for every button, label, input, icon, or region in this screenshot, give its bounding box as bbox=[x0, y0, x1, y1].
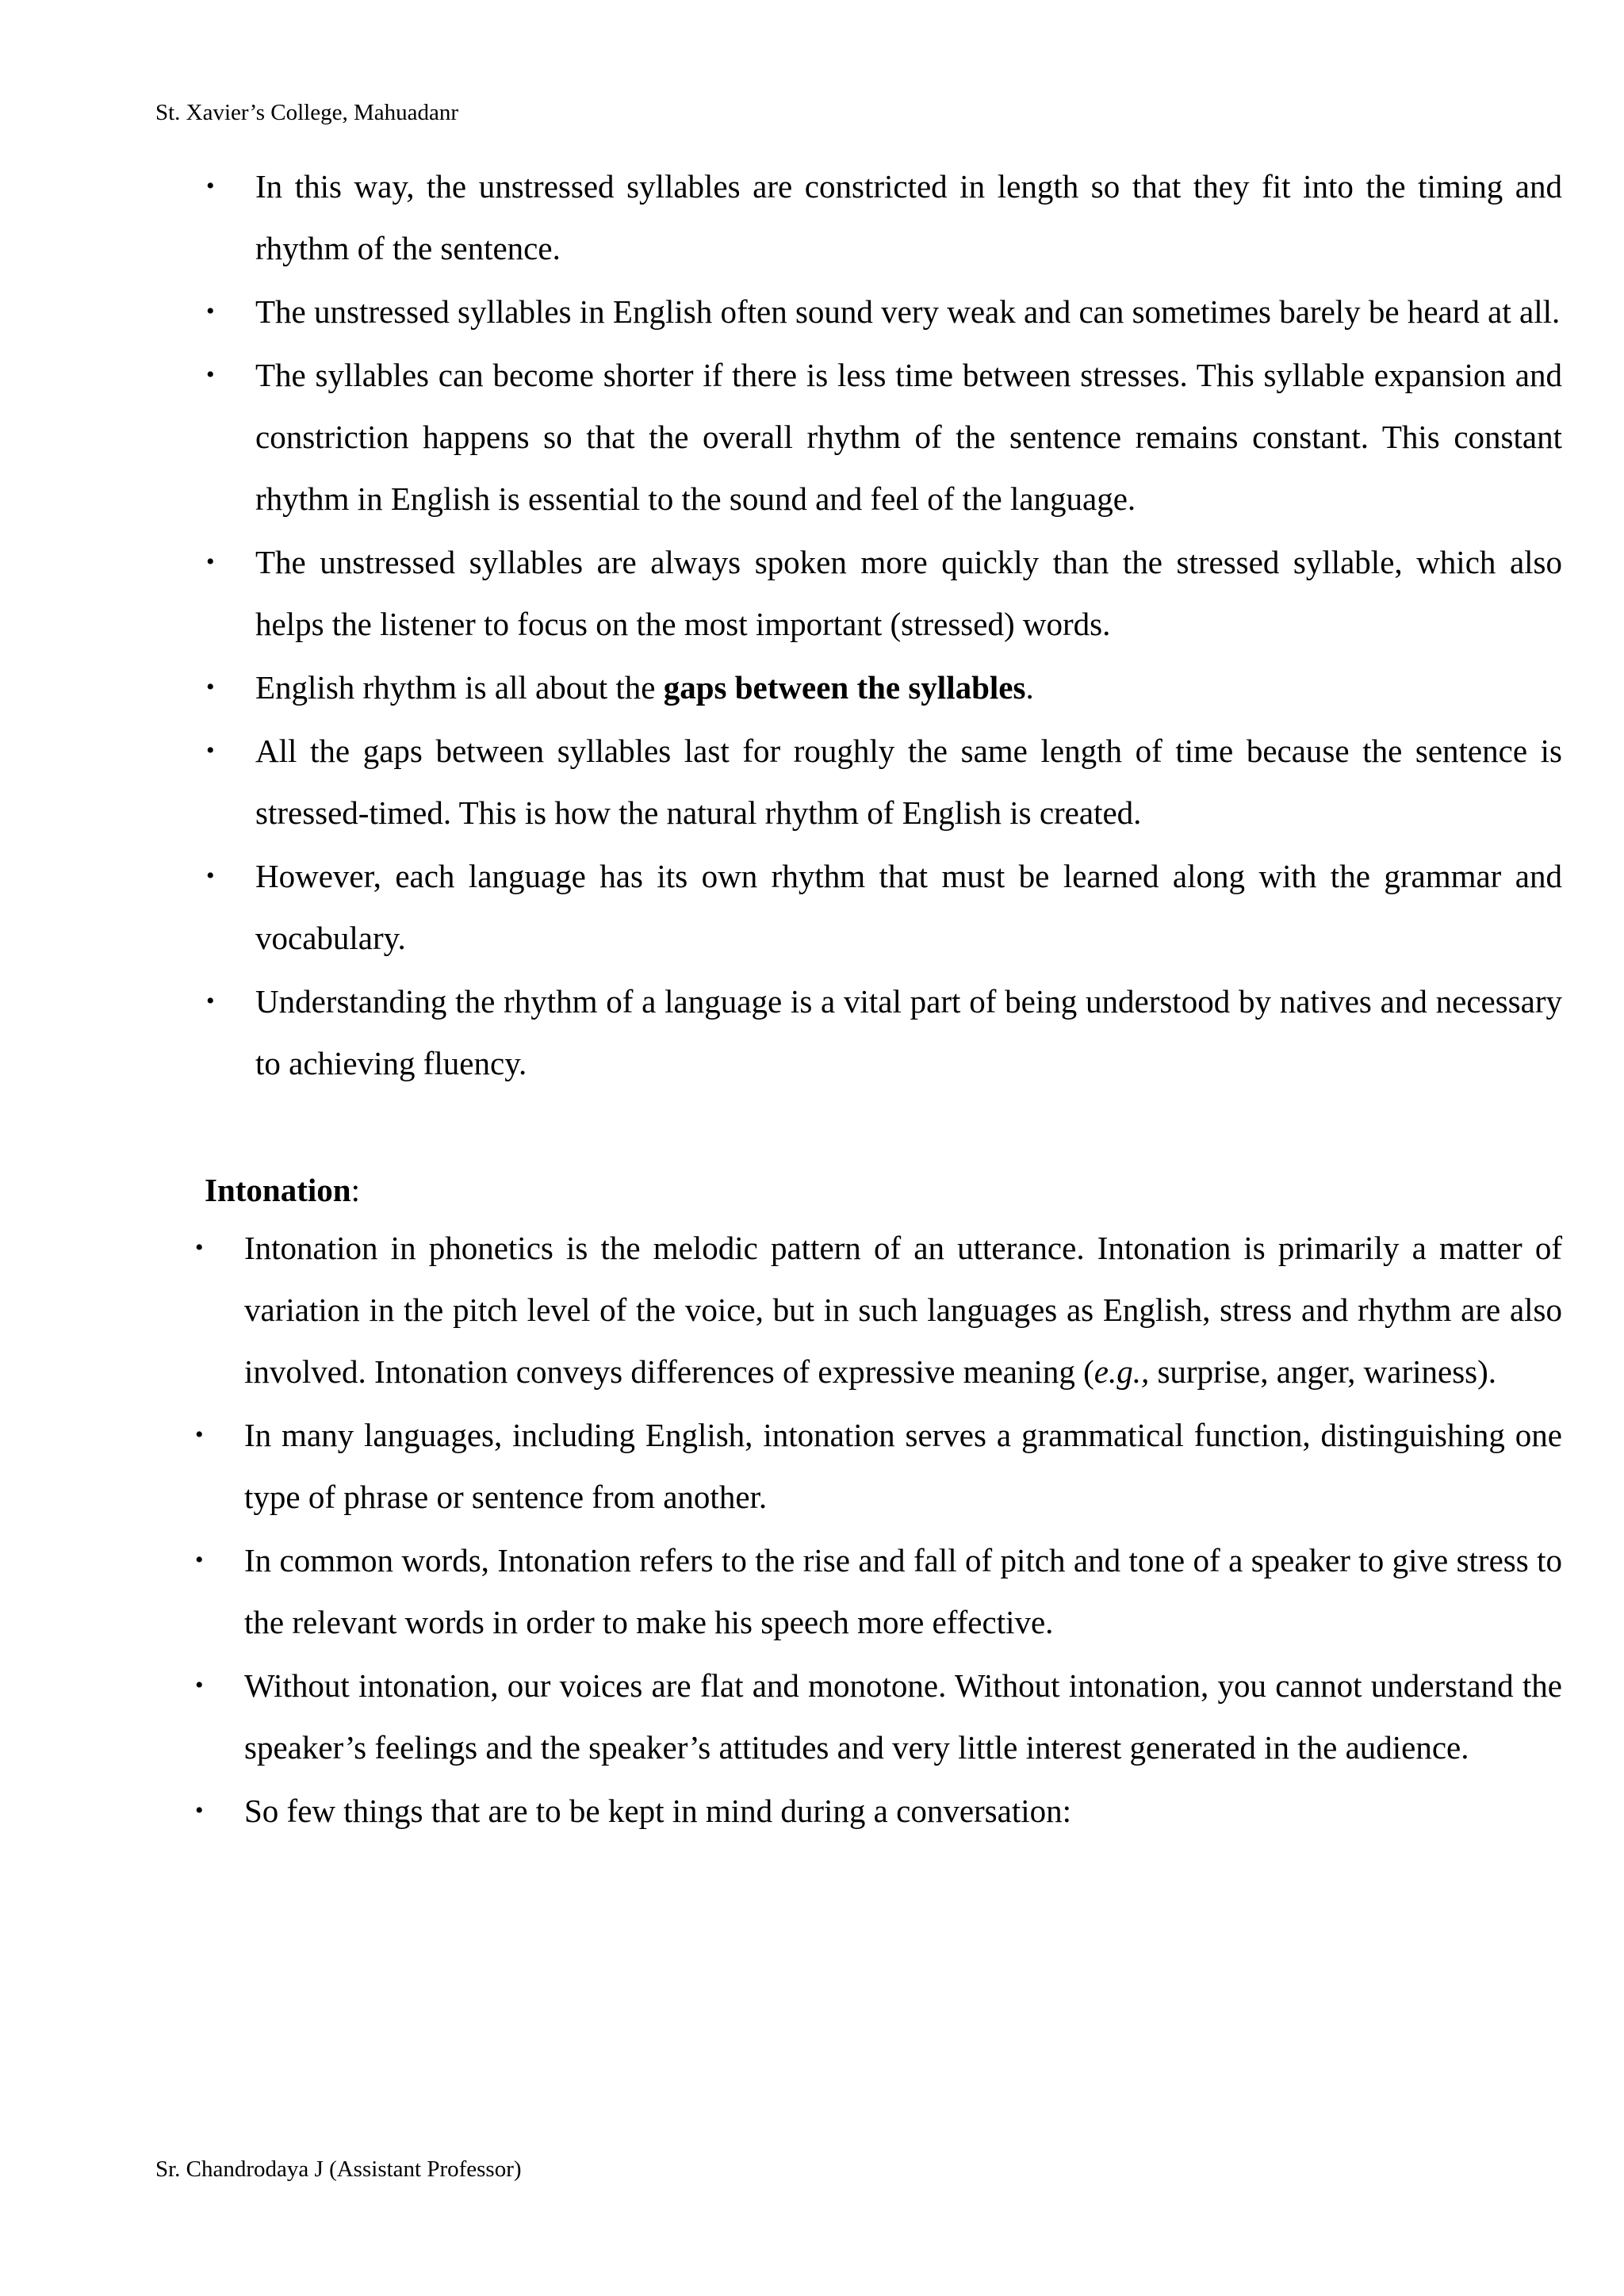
list-item-text-before: Intonation in phonetics is the melodic pattern of an utterance. Intonation is primarily a matter of variation in the pitch level of the voice, but in such languages as English, stress and rhythm are also involved. Intonation conveys differences of expressive meaning ( bbox=[244, 1230, 1562, 1390]
list-item bbox=[206, 344, 1562, 530]
list-item-text: The syllables can become shorter if there is less time between stresses. This syllable expansion and constriction happens so that the overall rhythm of the sentence remains constant. This constant rhythm in English is essential to the sound and feel of the language. bbox=[255, 357, 1562, 517]
list-item bbox=[206, 281, 1562, 342]
list-item-text-after: . bbox=[1025, 669, 1034, 706]
section-heading-colon: : bbox=[350, 1172, 360, 1208]
page-header: St. Xavier’s College, Mahuadanr bbox=[155, 100, 459, 125]
list-item-text: So few things that are to be kept in mind during a conversation: bbox=[244, 1793, 1071, 1829]
section-heading-text: Intonation bbox=[205, 1172, 351, 1208]
list-item bbox=[206, 720, 1562, 844]
bullet-icon: • bbox=[206, 173, 215, 199]
list-item-text: The unstressed syllables are always spoken more quickly than the stressed syllable, which also helps the listener to focus on the most important (stressed) words. bbox=[255, 544, 1562, 642]
bullet-icon: • bbox=[195, 1422, 204, 1448]
list-item-text: All the gaps between syllables last for roughly the same length of time because the sentence is stressed-timed. This is how the natural rhythm of English is created. bbox=[255, 733, 1562, 831]
list-item-text-bold: gaps between the syllables bbox=[663, 669, 1026, 706]
rhythm-bullet-list bbox=[206, 155, 1562, 1096]
list-item-text-before: English rhythm is all about the bbox=[255, 669, 664, 706]
intonation-bullet-list bbox=[195, 1217, 1562, 1843]
bullet-icon: • bbox=[206, 549, 215, 575]
section-heading-intonation bbox=[205, 1159, 360, 1221]
bullet-icon: • bbox=[195, 1547, 204, 1573]
list-item-text: However, each language has its own rhythm that must be learned along with the grammar and vocabulary. bbox=[255, 858, 1562, 956]
bullet-icon: • bbox=[206, 988, 215, 1014]
bullet-icon: • bbox=[206, 737, 215, 763]
bullet-icon: • bbox=[206, 674, 215, 700]
list-item-text: The unstressed syllables in English often sound very weak and can sometimes barely be heard at all. bbox=[255, 293, 1561, 330]
list-item-text: In many languages, including English, intonation serves a grammatical function, distinguishing one type of phrase or sentence from another. bbox=[244, 1417, 1562, 1515]
list-item bbox=[195, 1529, 1562, 1653]
list-item bbox=[195, 1217, 1562, 1402]
bullet-icon: • bbox=[195, 1672, 204, 1698]
bullet-icon: • bbox=[206, 298, 215, 324]
page-footer: Sr. Chandrodaya J (Assistant Professor) bbox=[155, 2156, 522, 2182]
list-item bbox=[206, 970, 1562, 1094]
list-item bbox=[206, 845, 1562, 969]
list-item-text-italic: e.g., bbox=[1094, 1353, 1150, 1390]
list-item bbox=[195, 1404, 1562, 1528]
list-item-text-after: surprise, anger, wariness). bbox=[1149, 1353, 1497, 1390]
bullet-icon: • bbox=[195, 1234, 204, 1261]
bullet-icon: • bbox=[206, 362, 215, 388]
list-item-text: Without intonation, our voices are flat and monotone. Without intonation, you cannot understand the speaker’s feelings and the speaker’s attitudes and very little interest generated in the audience. bbox=[244, 1667, 1562, 1766]
list-item bbox=[206, 531, 1562, 655]
bullet-icon: • bbox=[206, 863, 215, 889]
list-item bbox=[206, 656, 1562, 718]
bullet-icon: • bbox=[195, 1797, 204, 1823]
list-item-text: In this way, the unstressed syllables are constricted in length so that they fit into the timing and rhythm of the sentence. bbox=[255, 168, 1562, 266]
list-item-text: Understanding the rhythm of a language is a vital part of being understood by natives and necessary to achieving fluency. bbox=[255, 983, 1562, 1081]
list-item bbox=[206, 155, 1562, 279]
list-item bbox=[195, 1780, 1562, 1842]
list-item-text: In common words, Intonation refers to the rise and fall of pitch and tone of a speaker to give stress to the relevant words in order to make his speech more effective. bbox=[244, 1542, 1562, 1640]
list-item bbox=[195, 1655, 1562, 1778]
